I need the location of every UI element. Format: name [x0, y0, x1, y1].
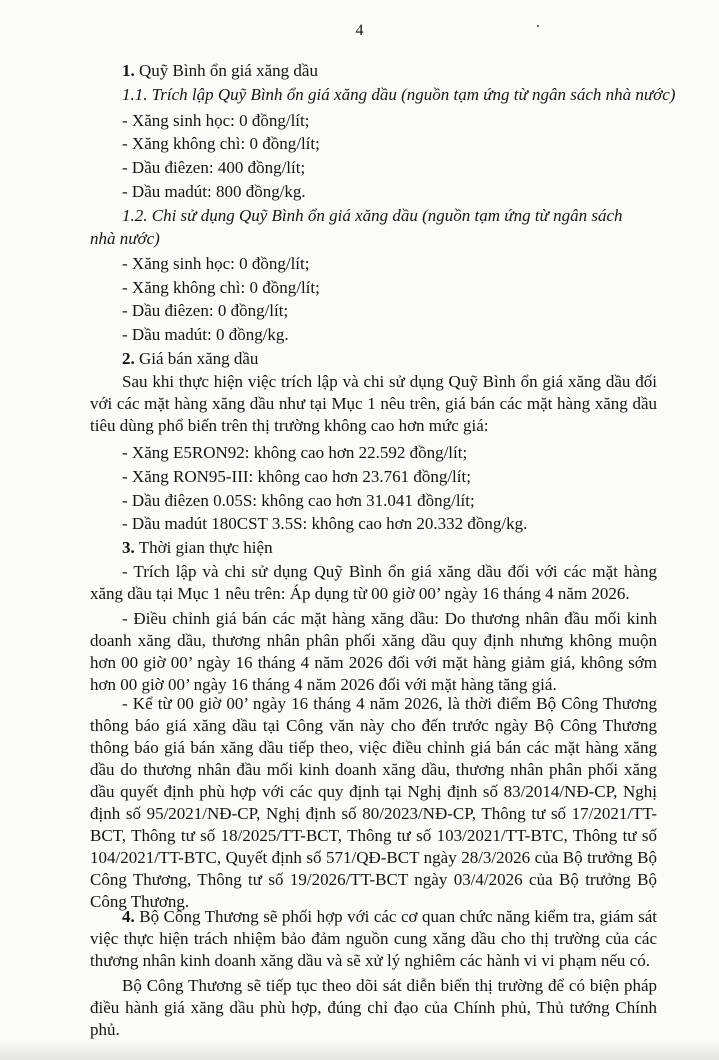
- section-1-number: 1.: [122, 61, 135, 80]
- section-3-number: 3.: [122, 538, 135, 557]
- list-item: - Dầu madút: 800 đồng/kg.: [122, 182, 306, 201]
- price-item: - Dầu madút 180CST 3.5S: không cao hơn 20.332 đồng/kg.: [122, 514, 528, 533]
- section-2-intro: Sau khi thực hiện việc trích lập và chi sử dụng Quỹ Bình ổn giá xăng dầu đối với các mặt hàng xăng dầu như tại Mục 1 nêu trên, giá bán các mặt hàng xăng dầu tiêu dùng phổ biến trên thị trường không cao hơn mức giá:: [90, 372, 657, 435]
- price-item: - Xăng E5RON92: không cao hơn 22.592 đồng/lít;: [122, 443, 468, 462]
- section-2-heading: [122, 348, 258, 370]
- price-item: - Xăng RON95-III: không cao hơn 23.761 đồng/lít;: [122, 467, 471, 486]
- list-item: - Dầu madút: 0 đồng/kg.: [122, 325, 289, 344]
- section-2-title: Giá bán xăng dầu: [139, 349, 259, 368]
- closing-paragraph: Bộ Công Thương sẽ tiếp tục theo dõi sát diễn biến thị trường để có biện pháp điều hành giá xăng dầu phù hợp, đúng chỉ đạo của Chính phủ, Thủ tướng Chính phủ.: [90, 976, 657, 1039]
- list-item: - Xăng không chì: 0 đồng/lít;: [122, 278, 320, 297]
- subsection-1-2-title-line1: 1.2. Chi sử dụng Quỹ Bình ổn giá xăng dầu (nguồn tạm ứng từ ngân sách: [122, 206, 623, 225]
- section-1-heading: [122, 60, 318, 82]
- list-item: - Xăng sinh học: 0 đồng/lít;: [122, 254, 310, 273]
- section-3-title: Thời gian thực hiện: [138, 538, 273, 557]
- list-item: - Xăng không chì: 0 đồng/lít;: [122, 134, 320, 153]
- section-3-paragraph-2: - Điều chỉnh giá bán các mặt hàng xăng dầu: Do thương nhân đầu mối kinh doanh xăng dầu, thương nhân phân phối xăng dầu quy định nhưng không muộn hơn 00 giờ 00’ ngày 16 tháng 4 năm 2026 đối với mặt hàng giảm giá, không sớm hơn 00 giờ 00’ ngày 16 tháng 4 năm 2026 đối với mặt hàng tăng giá.: [90, 609, 657, 694]
- section-1-title: Quỹ Bình ổn giá xăng dầu: [139, 61, 318, 80]
- section-4-paragraph: [90, 906, 657, 972]
- price-item: - Dầu điêzen 0.05S: không cao hơn 31.041 đồng/lít;: [122, 491, 475, 510]
- section-3-heading: [122, 537, 273, 559]
- section-3-paragraph-1: - Trích lập và chi sử dụng Quỹ Bình ổn giá xăng dầu đối với các mặt hàng xăng dầu tại Mục 1 nêu trên: Áp dụng từ 00 giờ 00’ ngày 16 tháng 4 năm 2026.: [90, 562, 657, 603]
- subsection-1-1-title: 1.1. Trích lập Quỹ Bình ổn giá xăng dầu (nguồn tạm ứng từ ngân sách nhà nước): [122, 85, 676, 104]
- page-number: 4: [355, 22, 364, 39]
- scan-speck: [537, 25, 539, 27]
- list-item: - Dầu điêzen: 0 đồng/lít;: [122, 301, 289, 320]
- list-item: - Xăng sinh học: 0 đồng/lít;: [122, 111, 310, 130]
- section-2-number: 2.: [122, 349, 135, 368]
- scan-shadow: [0, 1040, 719, 1060]
- section-4-text: Bộ Công Thương sẽ phối hợp với các cơ quan chức năng kiểm tra, giám sát việc thực hiện trách nhiệm bảo đảm nguồn cung xăng dầu cho thị trường của các thương nhân kinh doanh xăng dầu và sẽ xử lý nghiêm các hành vi vi phạm nếu có.: [90, 907, 657, 970]
- section-3-paragraph-3: - Kể từ 00 giờ 00’ ngày 16 tháng 4 năm 2026, là thời điểm Bộ Công Thương thông báo giá xăng dầu tại Công văn này cho đến trước ngày Bộ Công Thương thông báo giá bán xăng dầu tiếp theo, việc điều chỉnh giá bán các mặt hàng xăng dầu do thương nhân đầu mối kinh doanh xăng dầu, thương nhân phân phối xăng dầu quyết định phù hợp với các quy định tại Nghị định số 83/2014/NĐ-CP, Nghị định số 95/2021/NĐ-CP, Nghị định số 80/2023/NĐ-CP, Thông tư số 17/2021/TT-BCT, Thông tư số 18/2025/TT-BCT, Thông tư số 103/2021/TT-BTC, Thông tư số 104/2021/TT-BTC, Quyết định số 571/QĐ-BCT ngày 28/3/2026 của Bộ trưởng Bộ Công Thương, Thông tư số 19/2026/TT-BCT ngày 03/4/2026 của Bộ trưởng Bộ Công Thương.: [90, 694, 657, 911]
- section-4-number: 4.: [122, 907, 135, 926]
- list-item: - Dầu điêzen: 400 đồng/lít;: [122, 158, 306, 177]
- subsection-1-2-title-line2: nhà nước): [90, 229, 160, 248]
